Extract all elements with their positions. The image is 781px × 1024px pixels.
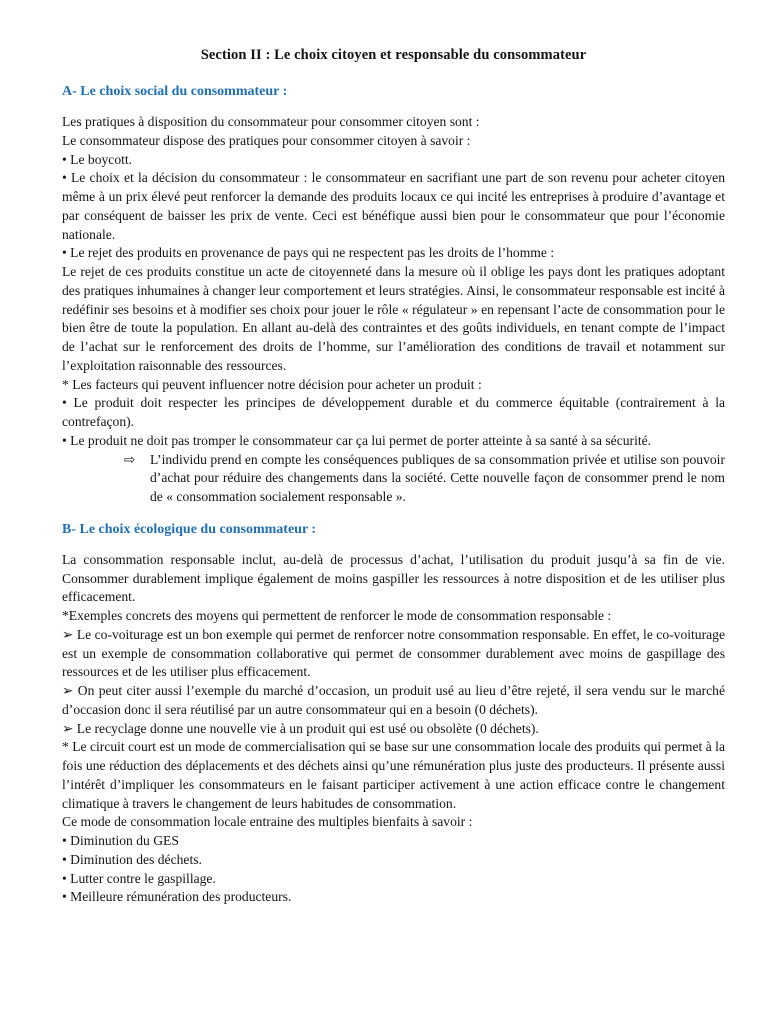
list-item: • Le rejet des produits en provenance de pays qui ne respectent pas les droits de l’homme :: [62, 245, 555, 261]
list-item: • Le produit ne doit pas tromper le consommateur car ça lui permet de porter atteinte à sa santé à sa sécurité.: [62, 432, 652, 448]
list-item: • Diminution du GES: [62, 833, 179, 849]
page-title: Section II : Le choix citoyen et responsable du consommateur: [200, 47, 587, 63]
list-item: • Lutter contre le gaspillage.: [62, 870, 216, 886]
section-b-body: [62, 551, 725, 907]
list-item: ➢ Le co-voiturage est un bon exemple qui permet de renforcer notre consommation responsable. En effet, le co-voiturage est un exemple de consommation collaborative qui permet de consommer durablement avec moins de gaspillage des ressources et de les utiliser plus efficacement.: [62, 626, 725, 680]
list-item: • Le produit doit respecter les principes de développement durable et du commerce équitable (contrairement à la contrefaçon).: [62, 395, 725, 430]
paragraph: Les pratiques à disposition du consommateur pour consommer citoyen sont :: [62, 114, 480, 130]
list-item: • Meilleure rémunération des producteurs.: [62, 889, 292, 905]
spacer: [62, 507, 725, 521]
paragraph: La consommation responsable inclut, au-delà de processus d’achat, l’utilisation du produit jusqu’à sa fin de vie. Consommer durablement implique également de moins gaspiller les ressources à notre disposition et de les utiliser plus efficacement.: [62, 551, 725, 605]
list-item: ➢ Le recyclage donne une nouvelle vie à un produit qui est usé ou obsolète (0 déchets).: [62, 720, 539, 736]
section-heading-b: B- Le choix écologique du consommateur :: [62, 521, 317, 537]
list-item: • Le choix et la décision du consommateur : le consommateur en sacrifiant une part de son revenu pour acheter citoyen même à un prix élevé peut renforcer la demande des produits locaux ce qui incité les entreprises à produire d’avantage et par conséquent de baisser les prix de vente. Ceci est bénéfique aussi bien pour le consommateur que pour l’économie nationale.: [62, 170, 725, 242]
section-a-body: [62, 113, 725, 451]
arrow-callout-text: L’individu prend en compte les conséquences publiques de sa consommation privée et utilise son pouvoir d’achat pour réduire des changements dans la société. Cette nouvelle façon de consommer prend le nom de « consommation socialement responsable ».: [150, 451, 725, 505]
paragraph: Ce mode de consommation locale entraine des multiples bienfaits à savoir :: [62, 814, 473, 830]
paragraph: * Le circuit court est un mode de commercialisation qui se base sur une consommation locale des produits qui permet à la fois une réduction des déplacements et des déchets ainsi qu’une rémunération plus juste des producteurs. Il présente aussi l’intérêt d’impliquer les consommateurs en le faisant participer activement à une action efficace contre le changement climatique à travers le changement de leurs habitudes de consommation.: [62, 739, 725, 811]
arrow-callout: [124, 451, 725, 507]
section-heading-a: A- Le choix social du consommateur :: [62, 83, 288, 99]
arrow-right-icon: ⇨: [124, 451, 136, 467]
list-item: ➢ On peut citer aussi l’exemple du marché d’occasion, un produit usé au lieu d’être rejeté, il sera vendu sur le marché d’occasion donc il sera réutilisé par un autre consommateur qui en a besoin (0 déchets).: [62, 683, 725, 717]
list-item: • Diminution des déchets.: [62, 851, 202, 867]
paragraph: Le rejet de ces produits constitue un acte de citoyenneté dans la mesure où il oblige les pays dont les pratiques adoptant des pratiques inhumaines à changer leur comportement et leurs stratégies. Ainsi, le consommateur responsable est incité à redéfinir ses besoins et à modifier ses choix pour jouer le rôle « régulateur » en repensant l’acte de consommation pour le bien être de toute la population. En allant au-delà des contraintes et des goûts individuels, en tenant compte de l’impact de l’achat sur le renforcement des droits de l’homme, sur l’amélioration des conditions de travail et notamment sur l’exploitation raisonnable des ressources.: [62, 264, 725, 373]
paragraph: * Les facteurs qui peuvent influencer notre décision pour acheter un produit :: [62, 376, 482, 392]
list-item: • Le boycott.: [62, 151, 133, 167]
paragraph: *Exemples concrets des moyens qui permettent de renforcer le mode de consommation responsable :: [62, 608, 612, 624]
paragraph: Le consommateur dispose des pratiques pour consommer citoyen à savoir :: [62, 132, 471, 148]
